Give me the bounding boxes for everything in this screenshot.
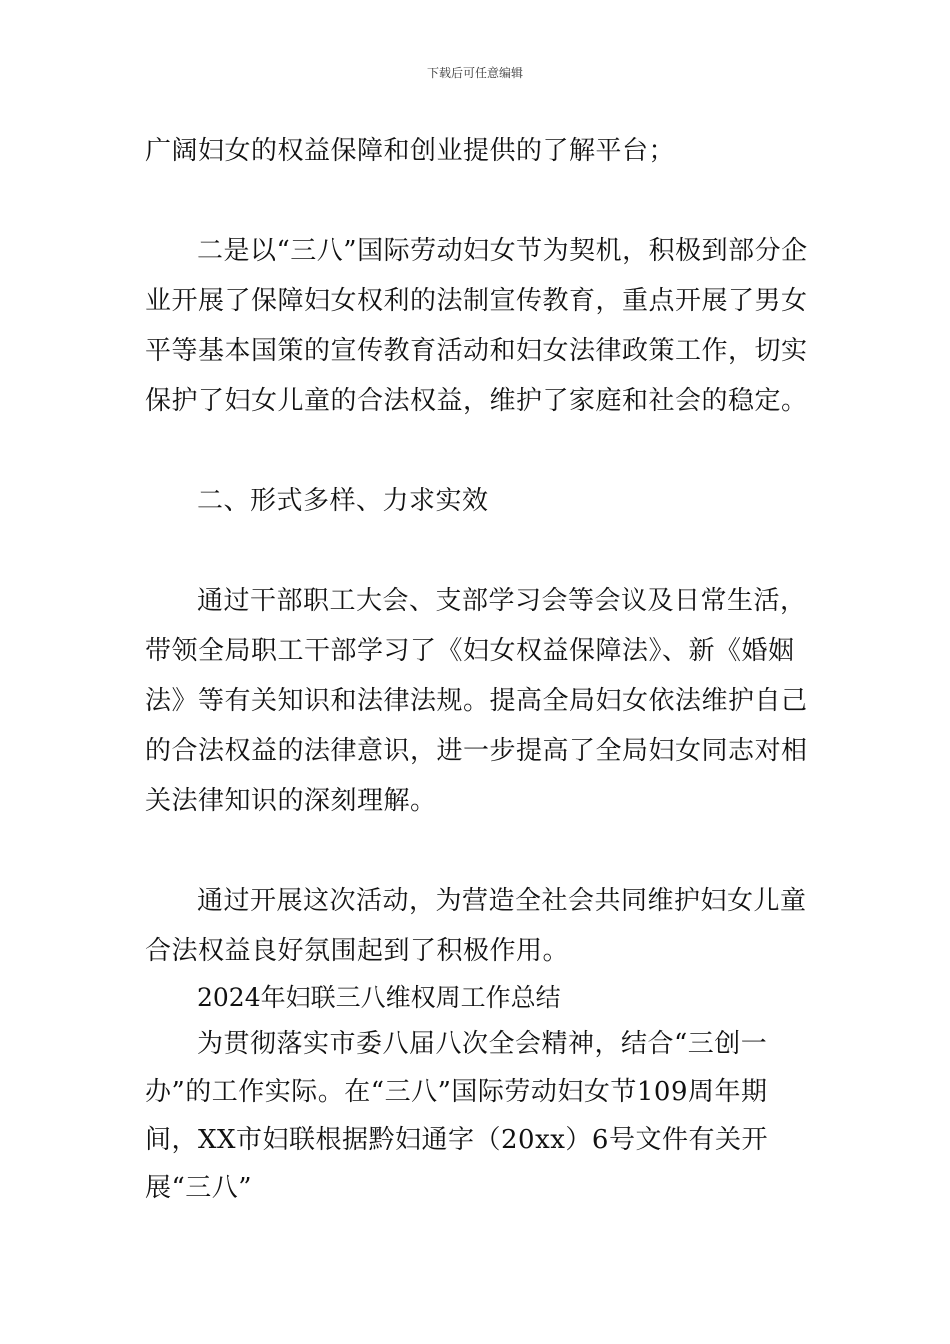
paragraph-intro: 为贯彻落实市委八届八次全会精神，结合“三创一办”的工作实际。在“三八”国际劳动妇女节109周年期间，XX市妇联根据黔妇通字（20xx）6号文件有关开展“三八” (145, 1029, 768, 1203)
document-body (145, 126, 810, 1212)
section-heading: 二、形式多样、力求实效 (197, 486, 489, 516)
paragraph-item-two: 二是以“三八”国际劳动妇女节为契机，积极到部分企业开展了保障妇女权利的法制宣传教育，重点开展了男女平等基本国策的宣传教育活动和妇女法律政策工作，切实保护了妇女儿童的合法权益，维护了家庭和社会的稳定。 (145, 236, 808, 416)
paragraph-conclusion: 通过开展这次活动，为营造全社会共同维护妇女儿童合法权益良好氛围起到了积极作用。 (145, 886, 807, 966)
paragraph-continuation: 广阔妇女的权益保障和创业提供的了解平台； (145, 136, 676, 166)
paragraph-study: 通过干部职工大会、支部学习会等会议及日常生活，带领全局职工干部学习了《妇女权益保障法》、新《婚姻法》等有关知识和法律法规。提高全局妇女依法维护自己的合法权益的法律意识，进一步提高了全局妇女同志对相关法律知识的深刻理解。 (145, 586, 808, 816)
document-title: 2024年妇联三八维权周工作总结 (197, 983, 561, 1012)
page-header: 下载后可任意编辑 (426, 66, 523, 80)
